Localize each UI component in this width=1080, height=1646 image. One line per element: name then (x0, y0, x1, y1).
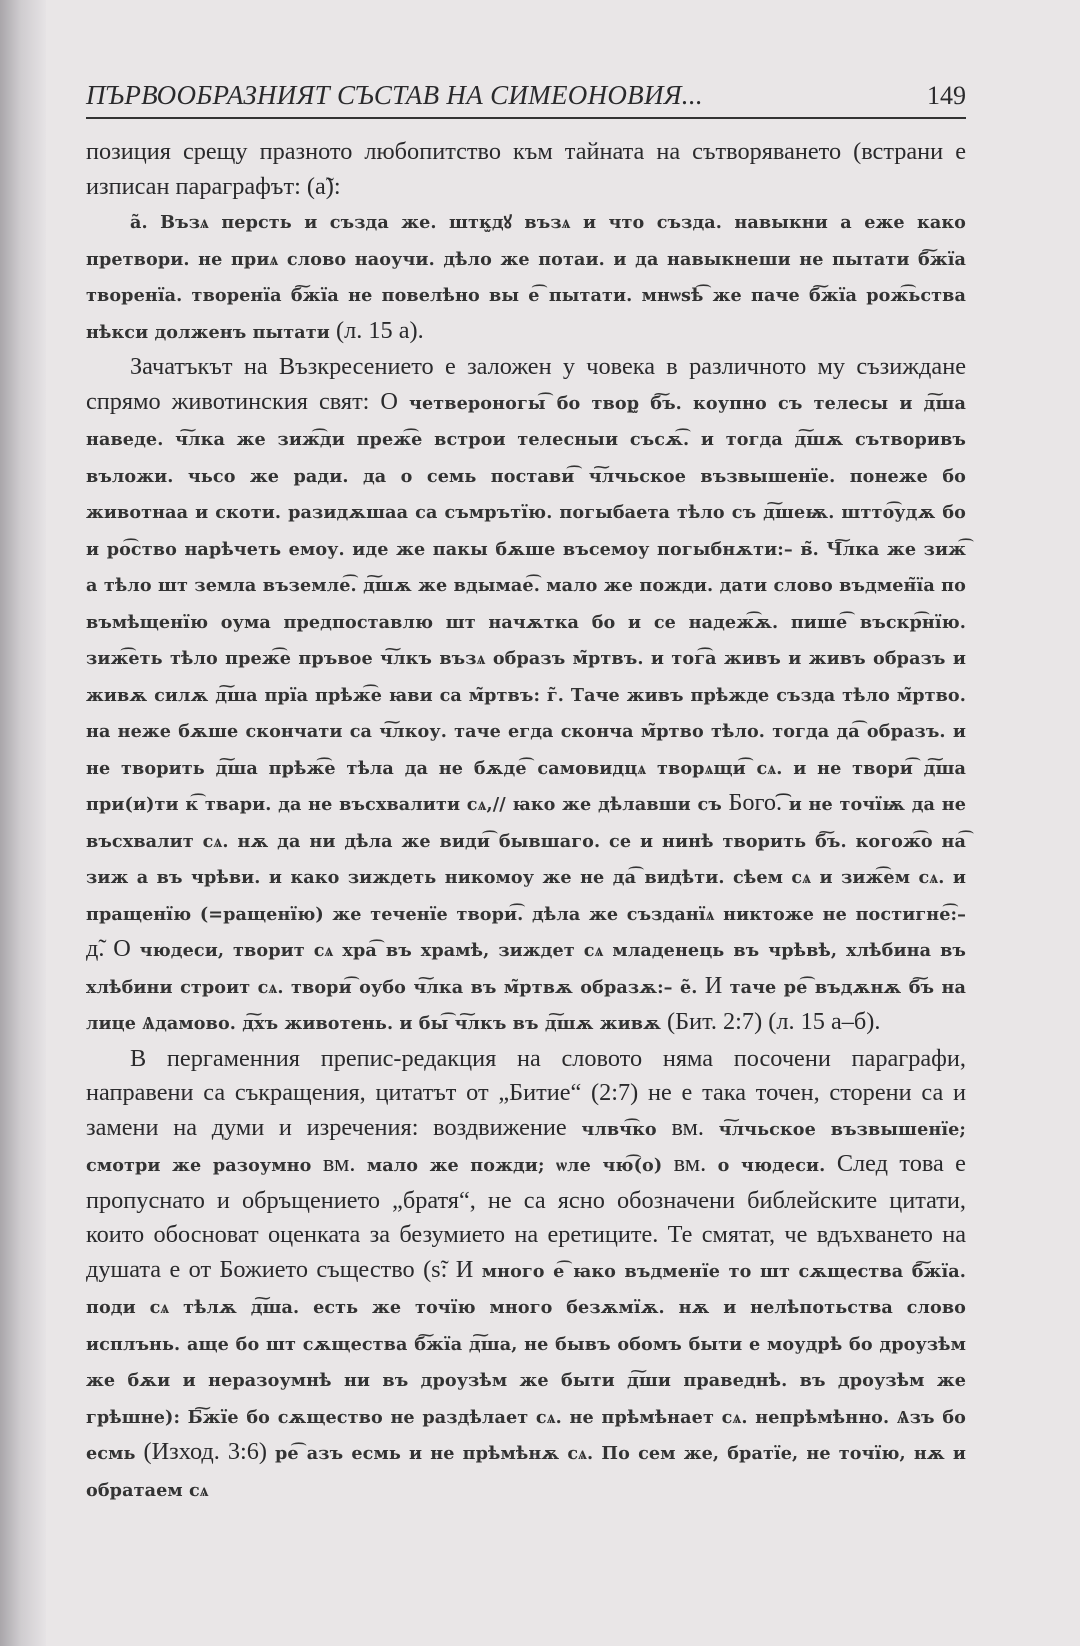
paragraph-2 (86, 350, 966, 1042)
quote-word: И (455, 1255, 474, 1283)
paragraph-1 (86, 135, 966, 204)
paragraph-2-lead: Зачатъкът на Възкресението е заложен у човека в различното му съзиждане спрямо животинския свят: О (86, 353, 966, 415)
abbr-vm: вм. (671, 1113, 704, 1141)
paragraph-3 (86, 1042, 966, 1509)
quote-word: О (113, 935, 131, 962)
bible-reference: (Бит. 2:7) (л. 15 а–б). (667, 1008, 881, 1035)
old-slavonic-quote: Б͠жїе бо сѫщество не раздѣлает сѧ. не прѣмѣнает сѧ. непрѣмѣнно. Ѧзъ бо есмь (86, 1406, 966, 1464)
quote-word: Бого͡. (728, 789, 783, 816)
quote-1 (86, 204, 966, 350)
page-number: 149 (927, 81, 966, 110)
paragraph-3-text-b: След това е пропуснато и обръщението „братя“, не са ясно обозначени библейските цитати, които обосноват оценката за безумието на еретиците. Те смятат, че вдъхването на душата е от Божието същество (86, 1150, 966, 1283)
book-page (86, 80, 966, 1508)
folio-reference: (л. 15 а). (336, 316, 424, 344)
old-slavonic-quote: ре͡ азъ есмь и не прѣмѣнѫ сѧ. По сем же, братїе, не точїю, нѫ и обратаем сѧ (86, 1443, 966, 1501)
old-slavonic-word: мало же пожди; ѡле чю͡(о) (366, 1155, 663, 1176)
old-slavonic-quote: и не точїѭ да не въсхвалит сѧ. нѫ да ни дѣла же види͡ бывшаго. се и нинѣ творить б͠ъ. когож͡о на͡ зиж а въ чрѣви. и како зиждеть никомоу же не да͡ видѣти. сѣем сѧ и зиж͡ем сѧ. и пращенїю (=ращенїю) же теченїе твори͡. дѣла же създанїѧ никтоже не постигне͡:– (86, 794, 966, 925)
section-mark: (ѕ̃: (423, 1255, 448, 1283)
page-gutter-shadow (0, 0, 46, 1646)
running-head (86, 80, 966, 119)
old-slavonic-quote: четвероногы͡ бо твор̫ б͠ъ. коупно съ телесы и д͠ша наведе. ч͠лка же зиж͡ди преж͡е встрои телесныи съсѫ͡. и тогда д͠шѫ сътворивъ въложи. чьсо же ради. да о семь постави͡ ч͠лчьское възвышенїе. понеже бо животнаа и скоти. разидѫшаа са съмрътїю. погыбаета тѣло съ д͠шеѭ. штто͡удѫ бо и ро͡ство нарѣчеть емоу. иде же пакы бѫше въсемоу погыбнѫти:– в̃. Ч͠лка же зиж͡ а тѣло шт земла въземле͡. д͠шѫ же вдымае͡. мало же пожди. дати слово въдмен̃їа по въмѣщенїю оума предпоставлю шт начѫтка бо и се надеж͡ѫ. пише͡ въскр͡нїю. зиж͡еть тѣло преж͡е пръвое ч͠лкъ възѧ образъ м̃ртвъ. и тог͡а живъ и живъ образъ и живѫ силѫ д͠ша прїа прѣж͡е ꙗви са м̃ртвъ: г̃. Таче живъ прѣжде създа тѣло м̃ртво. на неже бѫше скончати са ч͠лкоу. таче егда сконча м̃ртво тѣло. тогда да͡ образъ. и не творить д͠ша прѣж͡е тѣла да не бѫде͡ самовидцѧ творѧщи͡ сѧ. и не твори͡ д͠ша при(и)ти к͡ твари. да не въсхвалити сѧ,// ꙗко же дѣлавши съ (86, 392, 967, 815)
abbr-vm: вм. (322, 1150, 356, 1177)
old-slavonic-quote: чюдеси, творит сѧ хра͡ въ храмѣ, зиждет сѧ младенець въ чрѣвѣ, хлѣбина въ хлѣбини строит сѧ. твори͡ оубо ч͠лка въ м̃ртвѫ образѫ:– е̃. (86, 940, 966, 998)
section-mark: д̃. (86, 935, 105, 962)
old-slavonic-quote: много е͡ ꙗко въдменїе то шт сѫщества б͠жїа. поди сѧ тѣлѫ д͠ша. есть же точїю много безѫмїѫ. нѫ и нелѣпотьства слово исплънь. аще бо шт сѫщества б͠жїа д͠ша, не бывъ обомъ быти е моудрѣ бо дроузѣм же бѫи и неразоумнѣ ни въ дроузѣм же быти д͠ши праведнѣ. въ дроузѣм же грѣшне): (86, 1260, 966, 1428)
bible-reference: (Изход. 3:6) (143, 1438, 267, 1465)
old-slavonic-quote: таче ре͡ въдѫнѫ б͠ъ на лице Ѧдамово. д͠хъ животень. и бы͡ ч͠лкъ въ д͠шѫ живѫ (86, 976, 967, 1034)
quote-word: И (704, 971, 723, 999)
old-slavonic-word: члвч͡ко (581, 1118, 657, 1140)
paragraph-1-text: позиция срещу празното любопитство към тайната на сътворяването (встрани е изписан параграфът: (а̃): (86, 138, 966, 200)
running-head-title: ПЪРВООБРАЗНИЯТ СЪСТАВ НА СИМЕОНОВИЯ... (86, 80, 703, 110)
abbr-vm: вм. (673, 1150, 707, 1177)
paragraph-3-text-a: В пергаменния препис-редакция на словото няма посочени параграфи, направени са съкращения, цитатът от „Битие“ (2:7) не е така точен, сторени са и замени на думи и изречения: воздвижение (86, 1044, 966, 1141)
body-text (86, 135, 966, 1508)
old-slavonic-word: ч͠лчьское възвышенїе; смотри же разоумно (86, 1118, 967, 1176)
old-slavonic-word: о чюдеси. (717, 1155, 826, 1176)
old-slavonic-quote: а̃. Възѧ персть и създа же. штк̫дꙋ възѧ и что създа. навыкни а еже како претвори. не приѧ слово наоучи. дѣло же потаи. и да навыкнеши не пытати б͠жїа творенїа. творенїа б͠жїа не повелѣно вы е͡ пытати. мнѡѕѣ͡ же паче б͠жїа рож͡ьства нѣкси долженъ пытати (86, 212, 966, 343)
